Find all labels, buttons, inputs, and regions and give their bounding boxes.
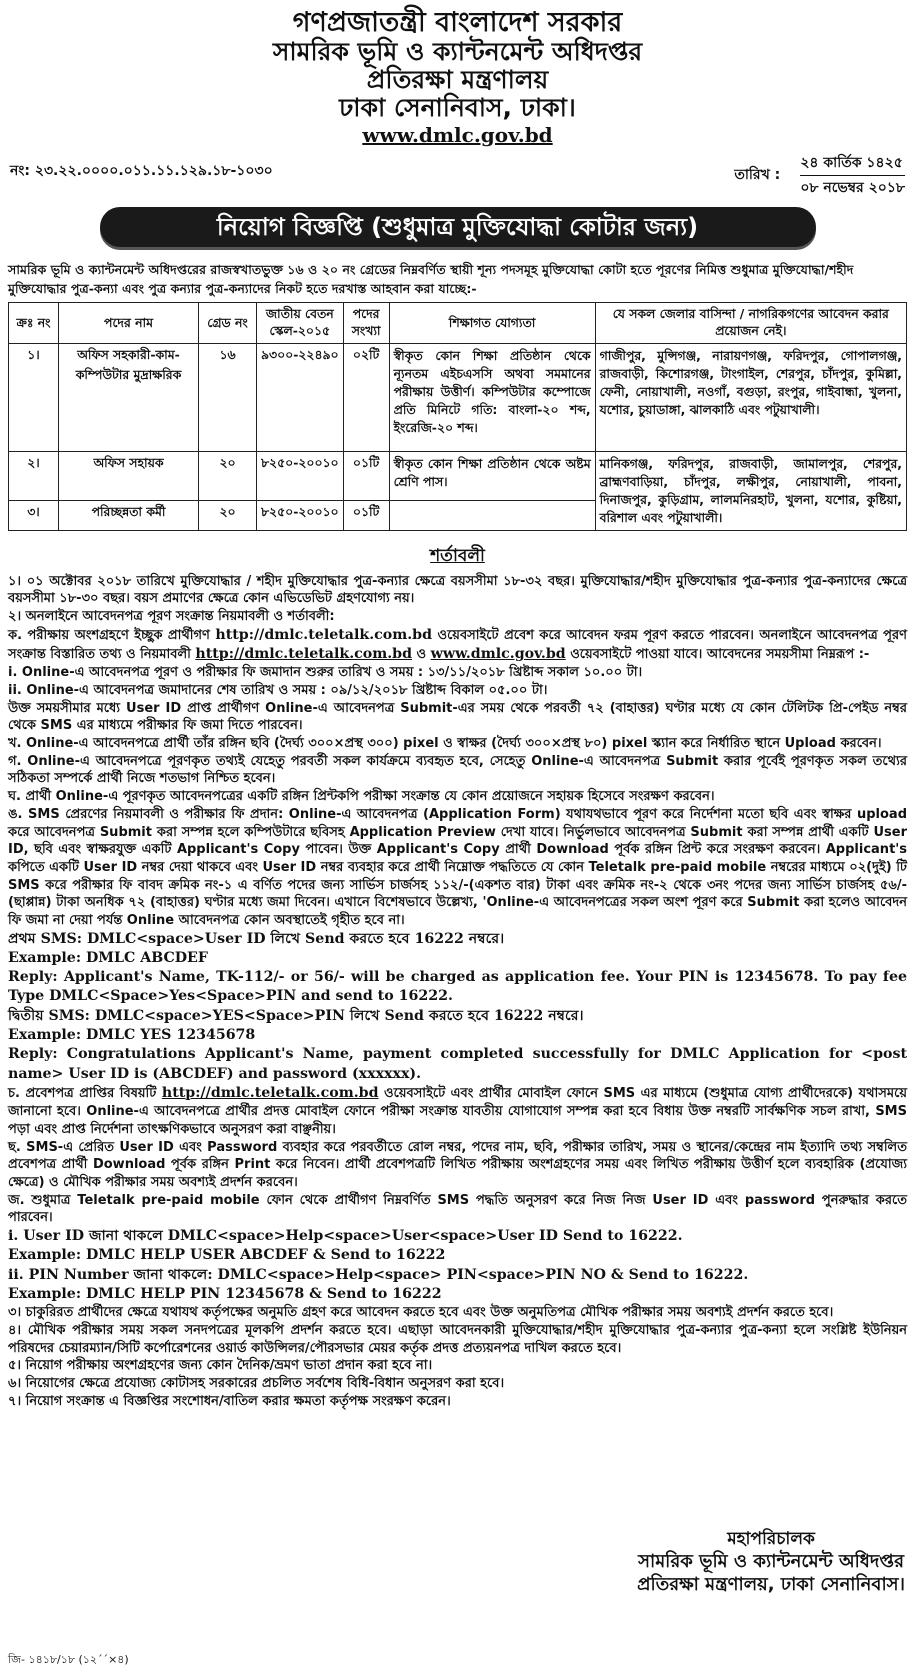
cell-districts: গাজীপুর, মুন্সিগঞ্জ, নারায়ণগঞ্জ, ফরিদপুর, গোপালগঞ্জ, রাজবাড়ী, কিশোরগঞ্জ, টাংগাইল, শেরপুর, চাঁদপুর, কুমিল্লা, ফেনী, নোয়াখালী, নওগাঁ, বগুড়া, রংপুর, গাইবান্ধা, খুলনা, যশোর, চুয়াডাঙ্গা, ঝালকাঠি এবং পটুয়াখালী। [595,343,906,451]
office-location: ঢাকা সেনানিবাস, ঢাকা। [339,93,576,123]
term-2-chha: ছ. SMS-এ প্রেরিত User ID এবং Password ব্যবহার করে পরবর্তীতে রোল নম্বর, পদের নাম, ছবি, পরীক্ষার তারিখ, সময় ও স্থানের/কেন্দ্রের নাম ইত্যাদি তথ্য সম্বলিত প্রবেশপত্র প্রার্থী Download পূর্বক রঙ্গিন Print করে নিবেন। প্রার্থী প্রবেশপত্রটি লিখিত পরীক্ষায় অংশগ্রহণের সময় এবং লিখিত পরীক্ষায় উত্তীর্ণ হলে ব্যবহারিক (প্রযোজ্য ক্ষেত্রে) ও মৌখিক পরীক্ষার সময় অবশ্যই প্রদর্শন করবেন। [8,1139,907,1191]
letterhead [8,8,907,147]
col-header-qualification: শিক্ষাগত যোগ্যতা [389,303,595,343]
term-2-ka-text: ক. পরীক্ষায় অংশগ্রহণে ইচ্ছুক প্রার্থীগণ [8,627,216,643]
reference-row [8,147,907,205]
notice-title-banner: নিয়োগ বিজ্ঞপ্তি (শুধুমাত্র মুক্তিযোদ্ধা কোটার জন্য) [100,207,816,247]
term-2-gha: ঘ. প্রার্থী Online-এ পূরণকৃত আবেদনপত্রের একটি রঙ্গিন প্রিন্টকপি পরীক্ষা সংক্রান্ত যে কোন প্রয়োজনে সহায়ক হিসেবে সংরক্ষণ করবেন। [8,789,715,805]
date-bangla: ২৪ কার্তিক ১৪২৫ [800,151,905,176]
term-2-ka-text: ও [412,647,431,663]
cell-scale: ৯৩০০-২২৪৯০ [257,343,344,451]
cell-count: ০১টি [343,451,389,500]
term-2-ka-text: ওয়েবসাইটে প্রবেশ করে আবেদন ফরম পূরণ করতে পারবেন। অনলাইনে আবেদনপত্র পূরণ সংক্রান্ত বিস্তারিত তথ্য ও নিয়মাবলী [8,627,908,663]
sms-second: দ্বিতীয় SMS: DMLC<space>YES<Space>PIN লিখে Send করতে হবে 16222 নম্বরে। [8,1007,584,1024]
cell-qualification: স্বীকৃত কোন শিক্ষা প্রতিষ্ঠান থেকে ন্যূনতম এইচএসসি অথবা সমমানের পরীক্ষায় উত্তীর্ণ। কম্পিউটার কম্পোজে প্রতি মিনিটে গতি: বাংলা-২০ শব্দ, ইংরেজি-২০ শব্দ। [389,343,595,451]
term-2: ২। অনলাইনে আবেদনপত্র পূরণ সংক্রান্ত নিয়মাবলী ও শর্তাবলী: [8,609,335,625]
cell-scale: ৮২৫০-২০০১০ [257,451,344,500]
cell-post: পরিচ্ছন্নতা কর্মী [59,500,199,530]
term-2-cha-text: ওয়েবসাইটে এবং প্রার্থীর মোবাইল ফোনে SMS এর মাধ্যমে (শুধুমাত্র যোগ্য প্রার্থীদেরকে) যথাসময়ে জানানো হবে। Online-এ আবেদনপত্রে প্রার্থীর প্রদত্ত মোবাইল ফোনে পরীক্ষা সংক্রান্ত যাবতীয় যোগাযোগ সম্পন্ন করা হবে বিধায় উক্ত নম্বরটি সার্বক্ষণিক সচল রাখা, SMS পড়া এবং প্রাপ্ত নির্দেশনা তাৎক্ষণিকভাবে অনুসরণ করা বাঞ্ছনীয়। [8,1086,907,1138]
sms-first-example: Example: DMLC ABCDEF [8,949,208,966]
term-2-ii: ii. Online-এ আবেদনপত্র জমাদানের শেষ তারিখ ও সময় : ০৯/১২/২০১৮ খ্রিষ্টাব্দ বিকাল ০৫.০০ টা। [8,683,548,699]
vacancy-table [8,302,907,530]
term-7: ৭। নিয়োগ সংক্রান্ত এ বিজ্ঞপ্তির সংশোধন/বাতিল করার ক্ষমতা কর্তৃপক্ষ সংরক্ষণ করেন। [8,1393,451,1409]
recovery-userid: i. User ID জানা থাকলে DMLC<space>Help<space>User<space>User ID Send to 16222. [8,1228,683,1245]
col-header-districts: যে সকল জেলার বাসিন্দা / নাগরিকগণের আবেদন করার প্রয়োজন নেই। [595,303,906,343]
table-header-row [9,303,907,343]
intro-paragraph: সামরিক ভূমি ও ক্যান্টনমেন্ট অধিদপ্তরের রাজস্বখাতভুক্ত ১৬ ও ২০ নং গ্রেডের নিম্নবর্ণিত স্থায়ী শূন্য পদসমূহ মুক্তিযোদ্ধা কোটা হতে পূরণের নিমিত্ত শুধুমাত্র মুক্তিযোদ্ধা/শহীদ মুক্তিযোদ্ধার পুত্র-কন্যা এবং পুত্র কন্যার পুত্র-কন্যাদের নিকট হতে দরখাস্ত আহবান করা যাচ্ছে:- [8,261,854,296]
terms-heading: শর্তাবলী [430,545,485,566]
terms-list [8,573,907,1411]
sms-second-example: Example: DMLC YES 12345678 [8,1027,256,1044]
signature-block [637,1528,905,1597]
term-2-ga: গ. Online-এ আবেদনপত্রে পূরণকৃত তথ্যই যেহেতু পরবর্তী সকল কার্যক্রমে ব্যবহৃত হবে, সেহেতু Online-এ আবেদনপত্র Submit করার পূর্বেই পূরণকৃত সকল তথ্যের সঠিকতা সম্পর্কে প্রার্থী নিজে শতভাগ নিশ্চিত হবেন। [8,753,907,787]
cell-grade: ১৬ [199,343,257,451]
cell-serial: ৩। [9,500,59,530]
cell-serial: ২। [9,451,59,500]
cell-count: ০১টি [343,500,389,530]
date-block [734,151,905,200]
govt-name: গণপ্রজাতন্ত্রী বাংলাদেশ সরকার [292,7,623,38]
term-2-i: i. Online-এ আবেদনপত্র পূরণ ও পরীক্ষার ফি জমাদান শুরুর তারিখ ও সময় : ১৩/১১/২০১৮ খ্রিষ্টাব্দ সকাল ১০.০০ টা। [8,665,643,681]
term-2-ka-text: ওয়েবসাইটে পাওয়া যাবে। আবেদনের সময়সীমা নিম্নরূপ :- [565,647,870,663]
term-2-cha [8,1084,907,1139]
cell-qualification [389,500,595,530]
term-2-cha-text: চ. প্রবেশপত্র প্রাপ্তির বিষয়টি [8,1086,162,1102]
website-link[interactable]: www.dmlc.gov.bd [362,123,553,148]
cell-districts: মানিকগঞ্জ, ফরিদপুর, রাজবাড়ী, জামালপুর, শেরপুর, ব্রাহ্মণবাড়িয়া, চাঁদপুর, লক্ষীপুর, নোয়াখালী, পাবনা, দিনাজপুর, কুড়িগ্রাম, লালমনিরহাট, খুলনা, যশোর, কুষ্টিয়া, বরিশাল এবং পটুয়াখালী। [595,451,906,530]
cell-grade: ২০ [199,451,257,500]
teletalk-link[interactable]: http://dmlc.teletalk.com.bd [161,1085,379,1102]
date-label: তারিখ : [734,166,781,183]
term-3: ৩। চাকুরিরত প্রার্থীদের ক্ষেত্রে যথাযথ কর্তৃপক্ষের অনুমতি গ্রহণ করে আবেদন করতে হবে এবং উক্ত অনুমতিপত্র মৌখিক পরীক্ষার সময় অবশ্যই প্রদর্শন করতে হবে। [8,1305,834,1321]
sms-first-reply: Reply: Applicant's Name, TK-112/- or 56/- will be charged as application fee. Your PIN is 12345678. To pay fee Type DMLC<Space>Yes<Space>PIN and send to 16222. [8,969,907,1005]
table-row [9,343,907,451]
recovery-pin-example: Example: DMLC HELP PIN 12345678 & Send to 16222 [8,1285,442,1302]
date-gregorian: ০৮ নভেম্বর ২০১৮ [800,179,905,196]
col-header-post: পদের নাম [59,303,199,343]
department-name: সামরিক ভূমি ও ক্যান্টনমেন্ট অধিদপ্তর [272,37,643,67]
sms-second-reply: Reply: Congratulations Applicant's Name, payment completed successfully for DMLC Application for <post name> User ID is (ABCDEF) and password (xxxxxx). [8,1046,907,1082]
term-2-ka [8,626,907,665]
ministry-name: প্রতিরক্ষা মন্ত্রণালয় [366,65,549,95]
col-header-count: পদের সংখ্যা [343,303,389,343]
term-5: ৫। নিয়োগ পরীক্ষায় অংশগ্রহণের জন্য কোন দৈনিক/ভ্রমণ ভাতা প্রদান করা হবে না। [8,1358,433,1374]
cell-count: ০২টি [343,343,389,451]
col-header-grade: গ্রেড নং [199,303,257,343]
cell-post: অফিস সহায়ক [59,451,199,500]
teletalk-link[interactable]: http://dmlc.teletalk.com.bd [195,646,413,663]
term-1: ১। ০১ অক্টোবর ২০১৮ তারিখে মুক্তিযোদ্ধার / শহীদ মুক্তিযোদ্ধার পুত্র-কন্যার ক্ষেত্রে বয়সসীমা ১৮-৩২ বছর। মুক্তিযোদ্ধার/শহীদ মুক্তিযোদ্ধার পুত্র-কন্যার পুত্র-কন্যাদের ক্ষেত্রে বয়সসীমা ১৮-৩০ বছর। বয়স প্রমাণের ক্ষেত্রে কোন এভিডেভিট গ্রহণযোগ্য নয়। [8,573,907,607]
recovery-pin: ii. PIN Number জানা থাকলে: DMLC<space>Help<space> PIN<space>PIN NO & Send to 16222. [8,1266,749,1283]
col-header-serial: ক্রঃ নং [9,303,59,343]
term-2-ja: জ. শুধুমাত্র Teletalk pre-paid mobile ফোন থেকে প্রার্থীগণ নিম্নবর্ণিত SMS পদ্ধতি অনুসরণ করে নিজ নিজ User ID এবং password পুনরুদ্ধার করতে পারবেন। [8,1192,907,1226]
col-header-scale: জাতীয় বেতন স্কেল-২০১৫ [257,303,344,343]
memo-number: নং: ২৩.২২.০০০০.০১১.১১.১২৯.১৮-১০৩০ [10,162,273,179]
term-2-fee-window: উক্ত সময়সীমার মধ্যে User ID প্রাপ্ত প্রার্থীগণ Online-এ আবেদনপত্র Submit-এর সময় থেকে পরবর্তী ৭২ (বাহাত্তর) ঘণ্টার মধ্যে যে কোন টেলিটক প্রি-পেইড নম্বর থেকে SMS এর মাধ্যমে পরীক্ষার ফি জমা দিতে পারবেন। [8,700,907,734]
sms-first: প্রথম SMS: DMLC<space>User ID লিখে Send করতে হবে 16222 নম্বরে। [8,930,505,947]
signatory-designation: মহাপরিচালক [727,1529,815,1549]
signatory-office: সামরিক ভূমি ও ক্যান্টনমেন্ট অধিদপ্তর [638,1551,905,1573]
website-link[interactable]: www.dmlc.gov.bd [430,646,566,663]
cell-serial: ১। [9,343,59,451]
footer-code: জি- ১৪১৮/১৮ (১২´´×৪) [8,1653,129,1666]
term-6: ৬। নিয়োগের ক্ষেত্রে প্রযোজ্য কোটাসহ সরকারের প্রচলিত সর্বশেষ বিধি-বিধান অনুসরণ করা হবে। [8,1375,505,1391]
term-2-uma: ঙ. SMS প্রেরণের নিয়মাবলী ও পরীক্ষার ফি প্রদান: Online-এ আবেদনপত্র (Application Form) যথাযথভাবে পূরণ করে নির্দেশনা মতো ছবি এবং স্বাক্ষর upload করে আবেদনপত্র Submit করা সম্পন্ন হলে কম্পিউটারে ছবিসহ Application Preview দেখা যাবে। নির্ভুলভাবে আবেদনপত্র Submit করা সম্পন্ন প্রার্থী একটি User ID, ছবি এবং স্বাক্ষরযুক্ত একটি Applicant's Copy পাবেন। উক্ত Applicant's Copy প্রার্থী Download পূর্বক রঙ্গিন প্রিন্ট করে সংরক্ষণ করবেন। Applicant's কপিতে একটি User ID নম্বর দেয়া থাকবে এবং User ID নম্বর ব্যবহার করে প্রার্থী নিম্নোক্ত পদ্ধতিতে যে কোন Teletalk pre-paid mobile নম্বরের মাধ্যমে ০২(দুই) টি SMS করে পরীক্ষার ফি বাবদ ক্রমিক নং-১ এ বর্ণিত পদের জন্য সার্ভিস চার্জসহ ১১২/-(একশত বার) টাকা এবং ক্রমিক নং-২ থেকে ৩নং পদের জন্য সার্ভিস চার্জসহ ৫৬/-(ছাপ্পান্ন) টাকা অনধিক ৭২ (বাহাত্তর) ঘণ্টার মধ্যে জমা দিবেন। এখানে বিশেষভাবে উল্লেখ্য, 'Online-এ আবেদনপত্রের সকল অংশ পূরণ করে Submit করা হলেও আবেদন ফি জমা না দেয়া পর্যন্ত Online আবেদনপত্র কোন অবস্থাতেই গৃহীত হবে না। [8,806,907,928]
cell-post: অফিস সহকারী-কাম-কম্পিউটার মুদ্রাক্ষরিক [59,343,199,451]
signatory-ministry: প্রতিরক্ষা মন্ত্রণালয়, ঢাকা সেনানিবাস। [637,1574,905,1596]
cell-grade: ২০ [199,500,257,530]
recovery-userid-example: Example: DMLC HELP USER ABCDEF & Send to 16222 [8,1247,446,1264]
term-4: ৪। মৌখিক পরীক্ষার সময় সকল সনদপত্রের মূলকপি প্রদর্শন করতে হবে। এছাড়া আবেদনকারী মুক্তিযোদ্ধার/শহীদ মুক্তিযোদ্ধার পুত্র-কন্যার পুত্র-কন্যা হলে সংশ্লিষ্ট ইউনিয়ন পরিষদের চেয়ারম্যান/সিটি কর্পোরেশনের ওয়ার্ড কাউন্সিলর/পৌরসভার মেয়র কর্তৃক প্রদত্ত প্রত্যয়নপত্র দাখিল করতে হবে। [8,1322,907,1356]
table-row [9,451,907,500]
cell-scale: ৮২৫০-২০০১০ [257,500,344,530]
term-2-kha: খ. Online-এ আবেদনপত্রে প্রার্থী তাঁর রঙ্গিন ছবি (দৈর্ঘ্য ৩০০×প্রস্থ ৩০০) pixel ও স্বাক্ষর (দৈর্ঘ্য ৩০০×প্রস্থ ৮০) pixel স্ক্যান করে নির্ধারিত স্থানে Upload করবেন। [8,736,882,752]
cell-qualification: স্বীকৃত কোন শিক্ষা প্রতিষ্ঠান থেকে অষ্টম শ্রেণি পাস। [389,451,595,500]
teletalk-link[interactable]: http://dmlc.teletalk.com.bd [215,626,433,643]
